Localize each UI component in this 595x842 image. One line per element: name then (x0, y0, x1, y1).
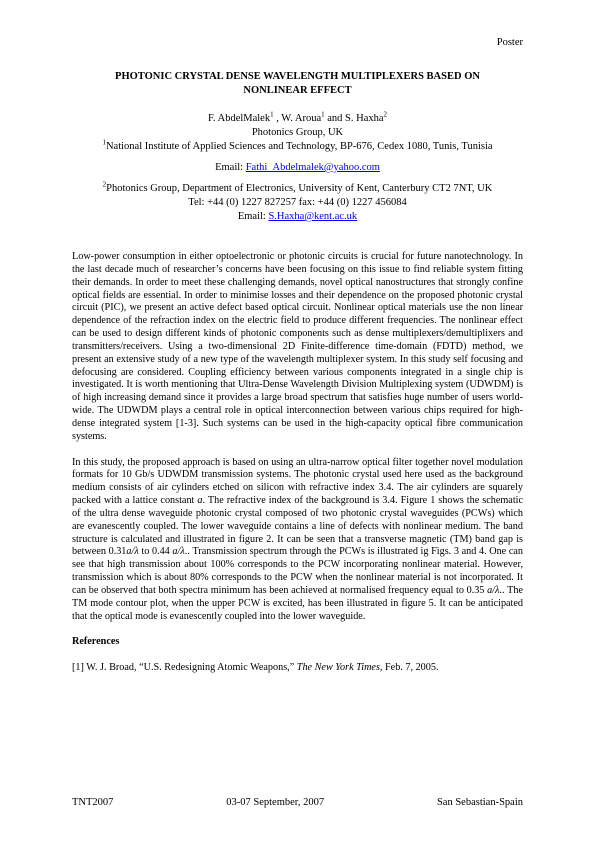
p2-var-b: a/λ (126, 546, 139, 558)
author-3-affil: 2 (383, 110, 388, 119)
author-block (72, 112, 523, 224)
affiliation-2-text: Photonics Group, Department of Electronics, University of Kent, Canterbury CT2 7NT, UK (106, 183, 493, 194)
email-2-link[interactable]: S.Haxha@kent.ac.uk (268, 211, 358, 222)
paragraph-1: Low-power consumption in either optoelectronic or photonic circuits is crucial for future nanotechnology. In the last decade much of researcher’s concerns have been focusing on this issue to find reliable system fitting their demands. In order to meet these challenging demands, novel optical nanostructures that strongly confine optical fields are essential. In order to minimise losses and their dependence on the proposed photonic crystal circuit (PIC), we present an active defect based optical circuit. Nonlinear optical materials use the non linear dependence of the refraction index on the electric field to produce different frequencies. The nonlinear effect can be used to design different kinds of photonic components such as dense multiplexers/demultiplixers and transmitters/receivers. Using a two-dimensional 2D Finite-difference time-domain (FDTD) method, we present an extensive study of a new type of the wavelength multiplexer system. In this study self focusing and defocusing are considered. Coupling efficiency between various components integrated in a single chip is investigated. It is worth mentioning that Ultra-Dense Wavelength Division Multiplexing system (UDWDM) is of high increasing demand since it provides a large broad spectrum that satisfies huge number of users world-wide. The UDWDM plays a central role in optical interconnection between various chips required for high-dense integrated system [1-3]. Such systems can be used in the high-capacity optical fibre communication systems. (72, 251, 523, 442)
abstract-body (72, 251, 523, 688)
email-1-link[interactable]: Fathi_Abdelmalek@yahoo.com (245, 162, 380, 173)
author-names (72, 112, 523, 126)
p2-part-a: In this study, the proposed approach is based on using an ultra-narrow optical filter together novel modulation formats for 10 Gb/s UDWDM transmission systems. The photonic crystal used here used as the background medium consists of air cylinders etched on silicon with refractive index 3.4. The air cylinders are squarely packed with a lattice constant (72, 456, 523, 507)
p2-part-e: .. The TM mode contour plot, when the upper PCW is excited, has been illustrated in figure 5. It can be anticipated that the optical mode is evanescently coupled into the lower waveguide. (72, 584, 523, 622)
reference-1-source: The New York Times (296, 662, 380, 674)
telephone-line: Tel: +44 (0) 1227 827257 fax: +44 (0) 1227 456084 (188, 197, 407, 208)
references-heading: References (72, 636, 120, 648)
footer-conference: TNT2007 (72, 797, 114, 808)
reference-1-date: , Feb. 7, 2005. (379, 662, 439, 674)
affiliation-1 (72, 140, 523, 154)
author-3: and S. Haxha (324, 113, 384, 124)
p2-part-b: . The refractive index of the background is 3.4. Figure 1 shows the schematic of the ultra dense waveguide photonic crystal composed of two photonic crystal waveguides (PCWs) which are evanescently coupled. The lower waveguide contains a line of defects with nonlinear medium. The band structure is calculated and illustrated in figure 2. It can be seen that a transverse magnetic (TM) band gap is between 0.31 (72, 495, 523, 558)
reference-1 (72, 662, 523, 675)
email-2-line (72, 210, 523, 224)
footer-dates: 03-07 September, 2007 (226, 797, 325, 808)
reference-1-authors: [1] W. J. Broad, “U.S. Redesigning Atomic Weapons,” (72, 662, 297, 674)
affiliation-1-text: National Institute of Applied Sciences and Technology, BP-676, Cedex 1080, Tunis, Tunisia (105, 141, 493, 152)
email-1-line (72, 161, 523, 175)
title-line-1: PHOTONIC CRYSTAL DENSE WAVELENGTH MULTIPLEXERS BASED ON (115, 71, 480, 82)
p2-var-d: a/λ (487, 584, 500, 596)
p2-part-c: to 0.44 (138, 546, 173, 558)
header-tag: Poster (496, 37, 523, 48)
paragraph-2 (72, 457, 523, 624)
email-1-label: Email: (215, 162, 246, 173)
author-1-affil: 1 (270, 110, 274, 119)
p2-part-d: .. Transmission spectrum through the PCWs is illustrated ig Figs. 3 and 4. One can see that high transmission about 100% corresponds to the PCW incorporating nonlinear material. However, transmission which is about 80% corresponds to the PCW when the nonlinear material is not incorporated. It can be observed that both spectra minimum has been achieved at normalised frequency equal to 0.35 (72, 546, 523, 596)
author-1: F. AbdelMalek (207, 113, 271, 124)
affiliation-1-marker: 1 (102, 138, 106, 147)
group-name: Photonics Group, UK (251, 127, 344, 138)
author-2-affil: 1 (321, 110, 325, 119)
title-line-2: NONLINEAR EFFECT (243, 85, 352, 96)
footer-location: San Sebastian-Spain (436, 797, 523, 808)
affiliation-2 (72, 182, 523, 196)
page-footer (72, 797, 523, 808)
p2-var-c: a/λ (172, 546, 185, 558)
author-2: , W. Aroua (273, 113, 322, 124)
p2-var-a: a (197, 495, 203, 507)
email-2-label: Email: (237, 211, 269, 222)
paper-title (72, 70, 523, 98)
affiliation-2-marker: 2 (102, 180, 107, 189)
